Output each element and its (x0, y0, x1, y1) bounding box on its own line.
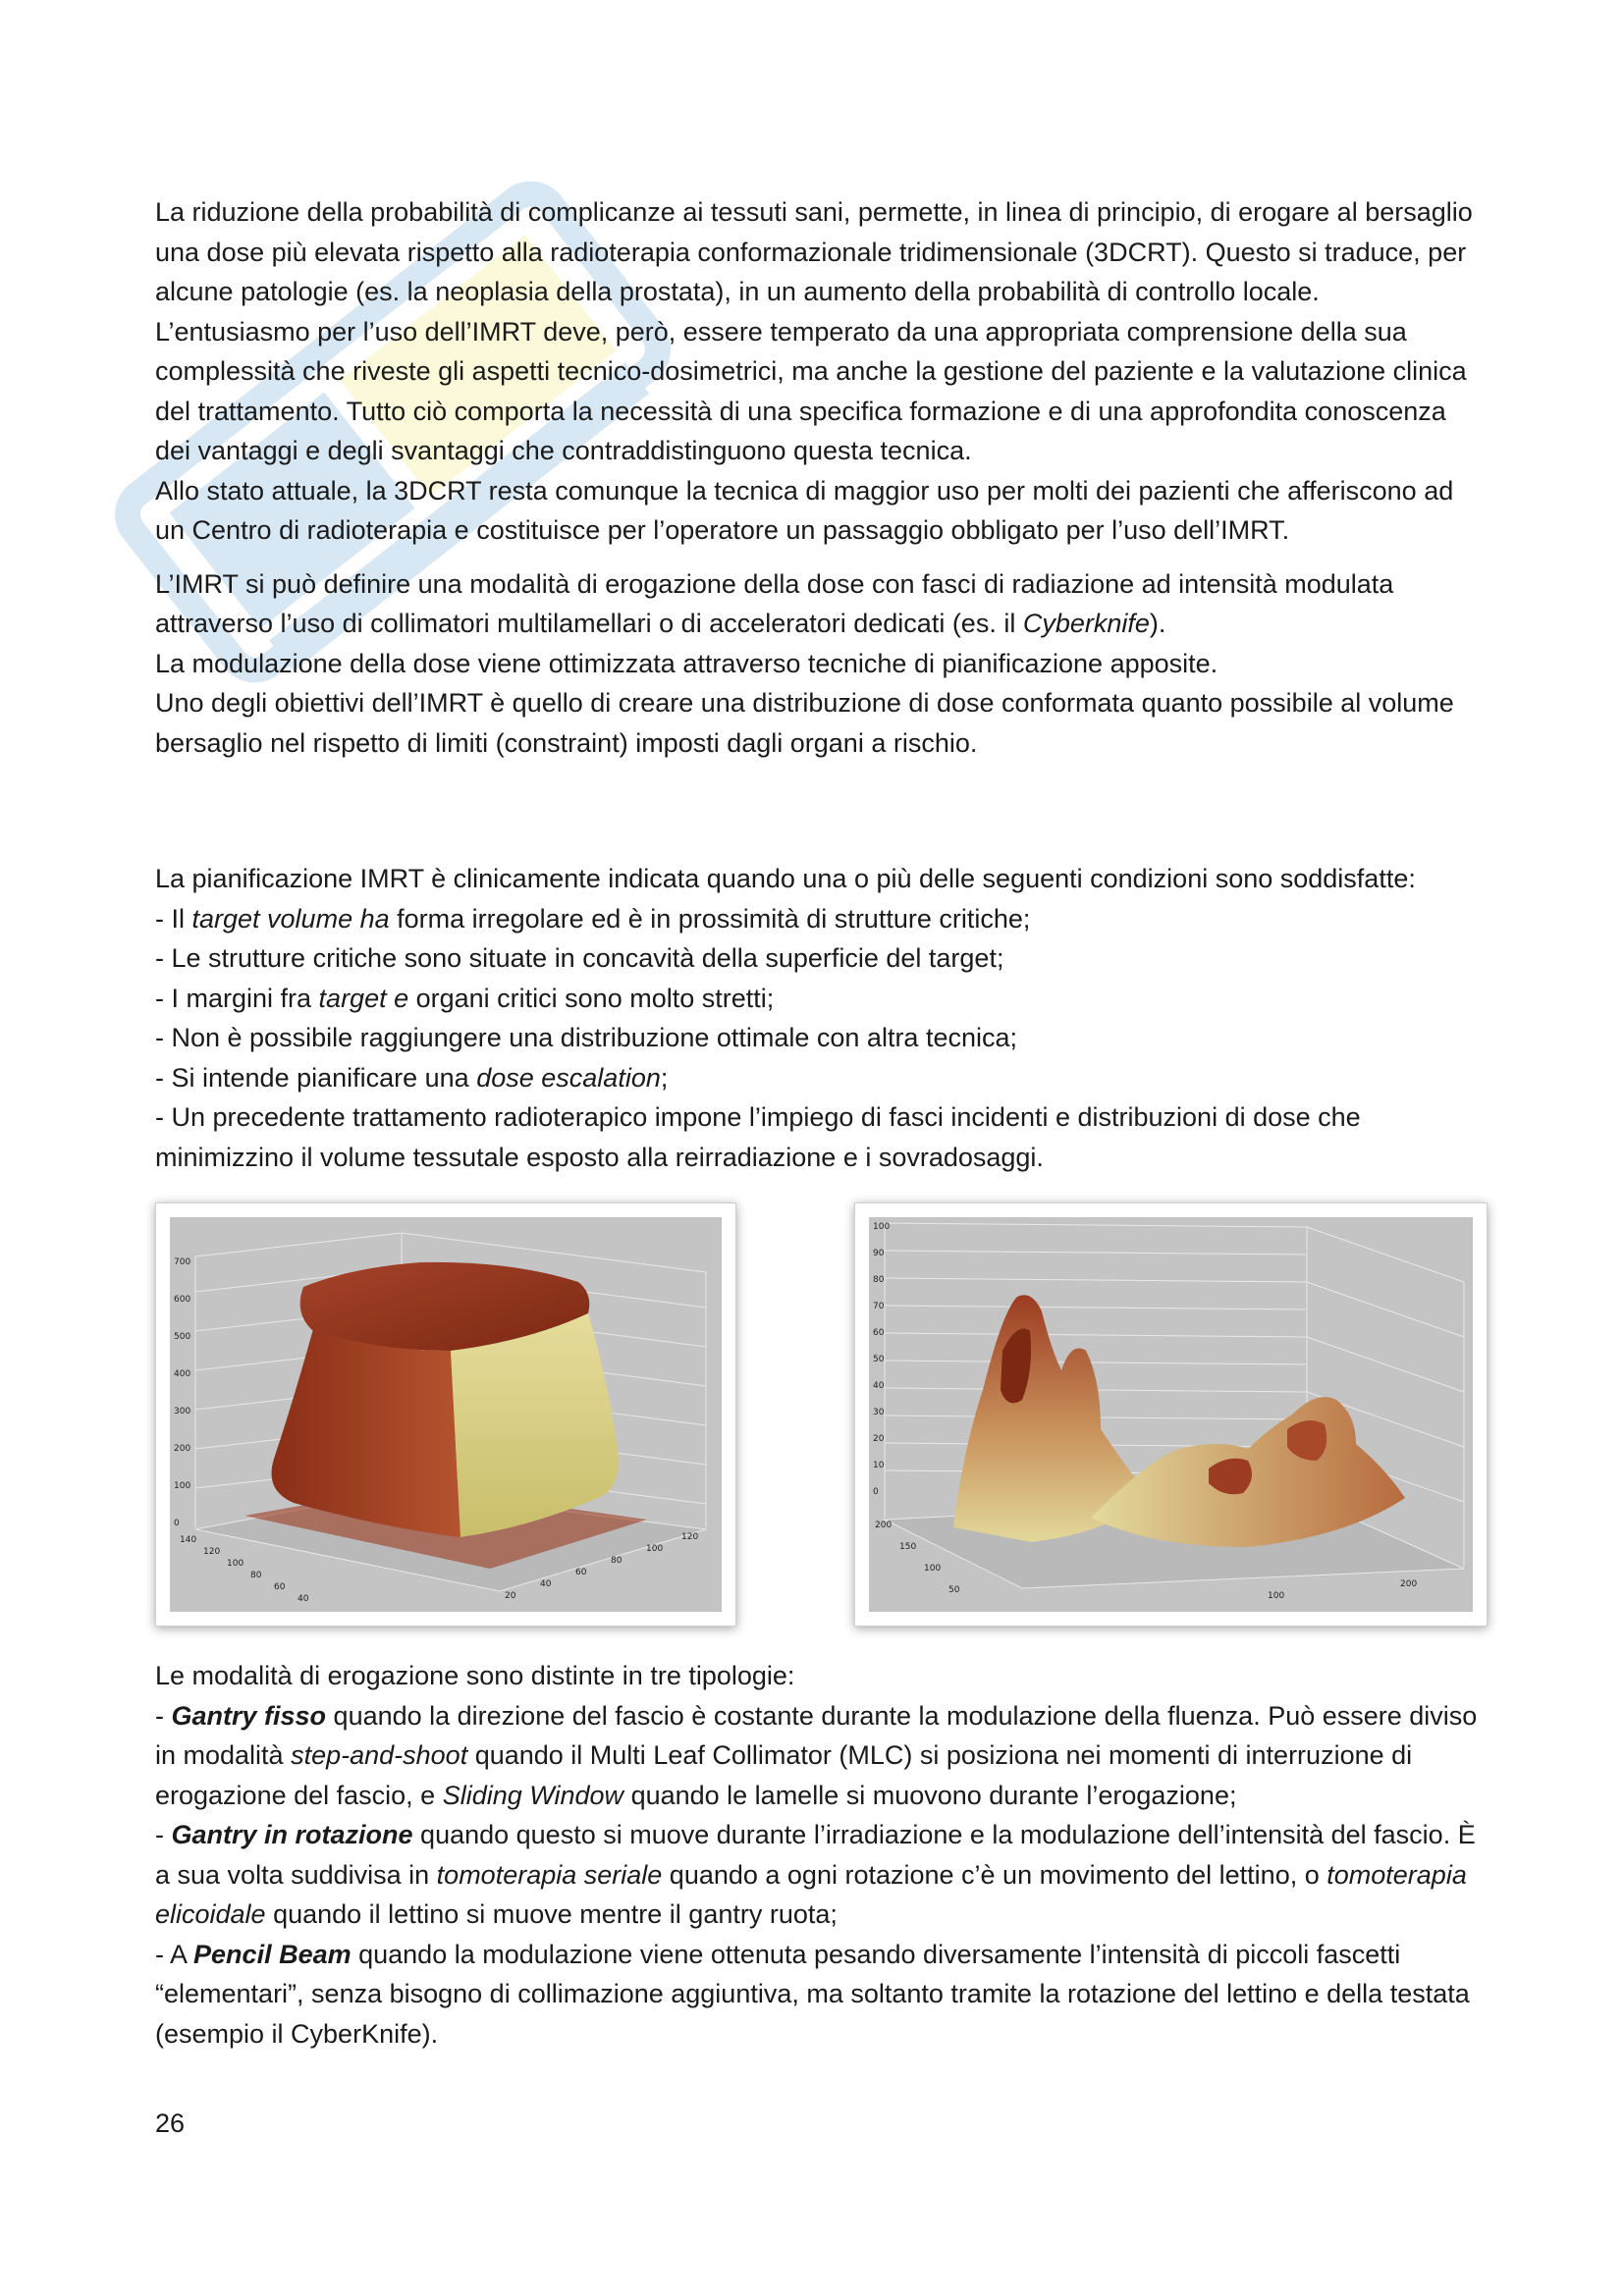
axis-tick-label: 20 (505, 1591, 516, 1601)
axis-tick-label: 40 (873, 1381, 885, 1391)
axis-tick-label: 100 (873, 1222, 891, 1232)
axis-tick-label: 20 (873, 1434, 885, 1444)
delivery-section (155, 1656, 1486, 2054)
axis-tick-label: 0 (174, 1519, 180, 1528)
uniform-dose-surface-plot (156, 1203, 735, 1626)
axis-tick-label: 100 (646, 1544, 664, 1554)
list-item: - Le strutture critiche sono situate in concavità della superficie del target; (155, 943, 1004, 973)
axis-tick-label: 120 (681, 1532, 699, 1542)
conditions-section (155, 859, 1486, 1177)
axis-tick-label: 140 (180, 1535, 197, 1545)
list-item: - Non è possibile raggiungere una distribuzione ottimale con altra tecnica; (155, 1023, 1018, 1052)
axis-tick-label: 700 (174, 1257, 191, 1267)
axis-tick-label: 60 (575, 1568, 587, 1577)
paragraph: La riduzione della probabilità di complicanze ai tessuti sani, permette, in linea di principio, di erogare al bersaglio una dose più elevata rispetto alla radioterapia conformazionale tridimensionale (3DCRT). Questo si traduce, per alcune patologie (es. la neoplasia della prostata), in un aumento della probabilità di controllo locale. (155, 197, 1473, 306)
main-content (155, 192, 1486, 2054)
axis-tick-label: 60 (873, 1328, 885, 1338)
axis-tick-label: 60 (274, 1582, 286, 1592)
list-item: - A Pencil Beam quando la modulazione viene ottenuta pesando diversamente l’intensità di piccoli fascetti “elementari”, senza bisogno di collimazione aggiuntiva, ma soltanto tramite la rotazione del lettino e della testata (esempio il CyberKnife). (155, 1939, 1470, 2049)
axis-tick-label: 0 (873, 1487, 879, 1497)
axis-tick-label: 70 (873, 1302, 885, 1311)
list-item: - Gantry in rotazione quando questo si muove durante l’irradiazione e la modulazione dell’intensità del fascio. È a sua volta suddivisa in tomoterapia seriale quando a ogni rotazione c’è un movimento del lettino, o tomoterapia elicoidale quando il lettino si muove mentre il gantry ruota; (155, 1820, 1476, 1929)
figures-row (155, 1202, 1486, 1630)
axis-tick-label: 500 (174, 1332, 191, 1342)
axis-tick-label: 30 (873, 1408, 885, 1417)
paragraph: L’entusiasmo per l’uso dell’IMRT deve, però, essere temperato da una appropriata comprensione della sua complessità che riveste gli aspetti tecnico-dosimetrici, ma anche la gestione del paziente e la valutazione clinica del trattamento. Tutto ciò comporta la necessità di una specifica formazione e di una approfondita conoscenza dei vantaggi e degli svantaggi che contraddistinguono questa tecnica. (155, 316, 1467, 465)
axis-tick-label: 90 (873, 1249, 885, 1258)
axis-tick-label: 100 (1268, 1591, 1285, 1601)
axis-tick-label: 400 (174, 1369, 191, 1379)
dose-plot-uniform (155, 1202, 736, 1627)
delivery-intro: Le modalità di erogazione sono distinte in tre tipologie: (155, 1661, 795, 1690)
list-item: - Si intende pianificare una dose escalation; (155, 1062, 669, 1093)
paragraph: Uno degli obiettivi dell’IMRT è quello di creare una distribuzione di dose conformata quanto possibile al volume bersaglio nel rispetto di limiti (constraint) imposti dagli organi a rischio. (155, 688, 1454, 758)
list-item: - Un precedente trattamento radioterapico impone l’impiego di fasci incidenti e distribuzioni di dose che minimizzino il volume tessutale esposto alla reirradiazione e i sovradosaggi. (155, 1102, 1361, 1172)
modulated-dose-surface-plot (855, 1203, 1487, 1626)
axis-tick-label: 50 (948, 1585, 960, 1595)
axis-tick-label: 80 (873, 1275, 885, 1285)
axis-tick-label: 100 (227, 1559, 244, 1569)
list-item: - Il target volume ha forma irregolare ed è in prossimità di strutture critiche; (155, 903, 1031, 934)
intro-section (155, 192, 1486, 551)
axis-tick-label: 120 (203, 1547, 221, 1557)
axis-tick-label: 300 (174, 1407, 191, 1416)
list-item: - Gantry fisso quando la direzione del fascio è costante durante la modulazione della fluenza. Può essere diviso in modalità step-and-shoot quando il Multi Leaf Collimator (MLC) si posiziona nei momenti di interruzione di erogazione del fascio, e Sliding Window quando le lamelle si muovono durante l’erogazione; (155, 1700, 1478, 1810)
axis-tick-label: 100 (924, 1564, 942, 1574)
list-item: - I margini fra target e organi critici sono molto stretti; (155, 983, 775, 1013)
axis-tick-label: 40 (298, 1594, 309, 1604)
axis-tick-label: 200 (1400, 1579, 1418, 1589)
axis-tick-label: 40 (540, 1579, 552, 1589)
axis-tick-label: 10 (873, 1461, 885, 1470)
paragraph: Allo stato attuale, la 3DCRT resta comunque la tecnica di maggior uso per molti dei pazienti che afferiscono ad un Centro di radioterapia e costituisce per l’operatore un passaggio obbligato per l’uso dell’IMRT. (155, 475, 1454, 545)
dose-plot-modulated (854, 1202, 1488, 1627)
axis-tick-label: 50 (873, 1355, 885, 1364)
paragraph: L’IMRT si può definire una modalità di erogazione della dose con fasci di radiazione ad intensità modulata attraverso l’uso di collimatori multilamellari o di acceleratori dedicati (es. il Cyberknife). (155, 568, 1394, 638)
axis-tick-label: 150 (899, 1542, 917, 1552)
axis-tick-label: 80 (250, 1571, 262, 1580)
axis-tick-label: 200 (875, 1521, 893, 1530)
paragraph: La modulazione della dose viene ottimizzata attraverso tecniche di pianificazione apposite. (155, 648, 1218, 678)
axis-tick-label: 200 (174, 1444, 191, 1454)
axis-tick-label: 80 (611, 1556, 623, 1566)
emphasis: Cyberknife (1022, 609, 1150, 638)
page-number: 26 (155, 2109, 186, 2138)
axis-tick-label: 600 (174, 1295, 191, 1305)
axis-tick-label: 100 (174, 1481, 191, 1491)
conditions-intro: La pianificazione IMRT è clinicamente indicata quando una o più delle seguenti condizioni sono soddisfatte: (155, 864, 1416, 893)
imrt-definition-section (155, 564, 1486, 764)
